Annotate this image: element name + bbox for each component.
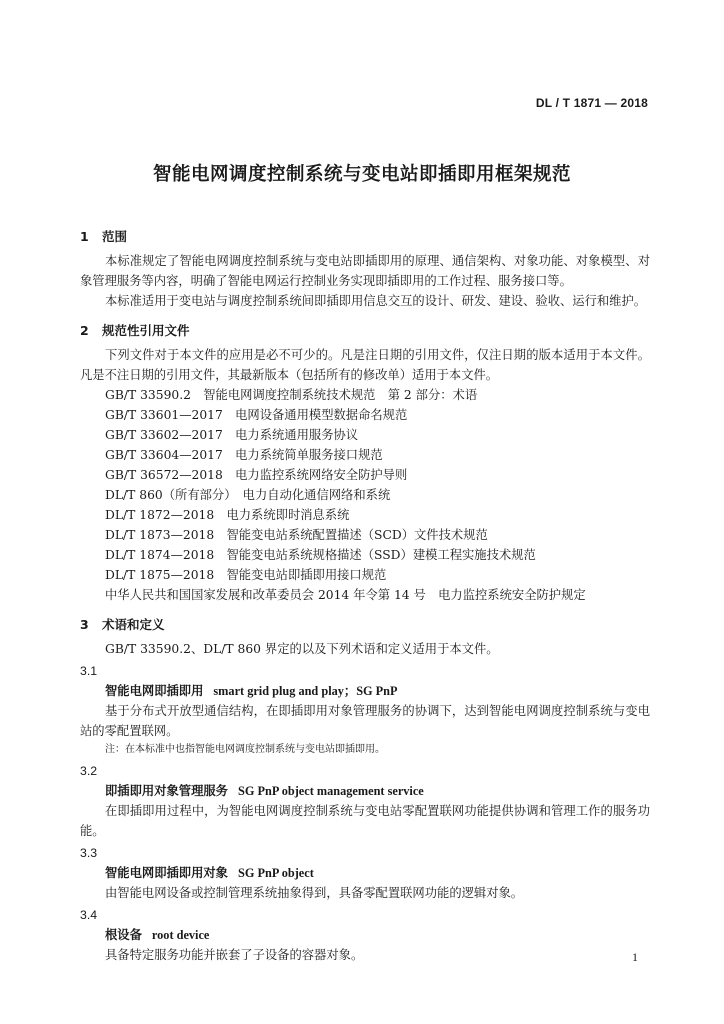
standard-code: DL / T 1871 — 2018 (535, 96, 648, 110)
reference-item: GB/T 33604—2017 电力系统简单服务接口规范 (105, 448, 383, 462)
paragraph: 下列文件对于本文件的应用是必不可少的。凡是注日期的引用文件，仅注日期的版本适用于本文件。凡是不注日期的引用文件，其最新版本（包括所有的修改单）适用于本文件。 (80, 348, 650, 382)
reference-item: DL/T 1873—2018 智能变电站系统配置描述（SCD）文件技术规范 (105, 528, 488, 542)
term-entry (80, 661, 650, 759)
term-number: 3.3 (80, 846, 98, 860)
term-definition: 具备特定服务功能并嵌套了子设备的容器对象。 (105, 948, 364, 962)
term-cn: 智能电网即插即用 (105, 684, 204, 698)
reference-item: DL/T 1875—2018 智能变电站即插即用接口规范 (105, 568, 387, 582)
term-name (80, 863, 650, 883)
document-body (80, 227, 650, 975)
section-scope (80, 227, 650, 311)
term-note: 注：在本标准中也指智能电网调度控制系统与变电站即插即用。 (105, 744, 385, 755)
section-title: 规范性引用文件 (102, 323, 190, 338)
reference-item: DL/T 1872—2018 电力系统即时消息系统 (105, 508, 350, 522)
section-terms-definitions (80, 615, 650, 965)
term-en: SG PnP object management service (237, 784, 424, 798)
reference-item: GB/T 33601—2017 电网设备通用模型数据命名规范 (105, 408, 408, 422)
reference-item: GB/T 36572—2018 电力监控系统网络安全防护导则 (105, 468, 408, 482)
term-cn: 即插即用对象管理服务 (105, 784, 228, 798)
section-heading (80, 227, 650, 247)
section-number: 3 (80, 617, 89, 632)
paragraph: 本标准规定了智能电网调度控制系统与变电站即插即用的原理、通信架构、对象功能、对象模型、对象管理服务等内容，明确了智能电网运行控制业务实现即插即用的工作过程、服务接口等。 (80, 254, 650, 288)
term-definition: 在即插即用过程中，为智能电网调度控制系统与变电站零配置联网功能提供协调和管理工作的服务功能。 (80, 804, 650, 838)
term-definition: 基于分布式开放型通信结构，在即插即用对象管理服务的协调下，达到智能电网调度控制系统与变电站的零配置联网。 (80, 704, 650, 738)
term-name (80, 781, 650, 801)
document-title: 智能电网调度控制系统与变电站即插即用框架规范 (152, 164, 571, 185)
reference-item: DL/T 1874—2018 智能变电站系统规格描述（SSD）建模工程实施技术规范 (105, 548, 536, 562)
term-definition: 由智能电网设备或控制管理系统抽象得到，具备零配置联网功能的逻辑对象。 (105, 886, 524, 900)
reference-item: GB/T 33590.2 智能电网调度控制系统技术规范 第 2 部分：术语 (105, 388, 478, 402)
term-number: 3.4 (80, 908, 98, 922)
section-heading (80, 321, 650, 341)
section-heading (80, 615, 650, 635)
page-number: 1 (632, 950, 638, 964)
term-en: root device (151, 928, 210, 942)
reference-item: 中华人民共和国国家发展和改革委员会 2014 年令第 14 号 电力监控系统安全防护规定 (105, 588, 586, 602)
paragraph: 本标准适用于变电站与调度控制系统间即插即用信息交互的设计、研发、建设、验收、运行和维护。 (105, 294, 647, 308)
section-title: 范围 (102, 229, 128, 244)
term-entry (80, 843, 650, 903)
section-number: 2 (80, 323, 89, 338)
reference-item: GB/T 33602—2017 电力系统通用服务协议 (105, 428, 359, 442)
term-number: 3.1 (80, 664, 98, 678)
section-normative-references (80, 321, 650, 605)
term-entry (80, 905, 650, 965)
term-en: smart grid plug and play；SG PnP (213, 684, 398, 698)
paragraph: GB/T 33590.2、DL/T 860 界定的以及下列术语和定义适用于本文件。 (105, 642, 499, 656)
reference-item: DL/T 860（所有部分） 电力自动化通信网络和系统 (105, 488, 391, 502)
term-cn: 根设备 (105, 928, 142, 942)
section-number: 1 (80, 229, 89, 244)
term-entry (80, 761, 650, 841)
section-title: 术语和定义 (102, 617, 165, 632)
term-number: 3.2 (80, 764, 98, 778)
term-name (80, 925, 650, 945)
term-en: SG PnP object (237, 866, 314, 880)
term-cn: 智能电网即插即用对象 (105, 866, 228, 880)
term-name (80, 681, 650, 701)
